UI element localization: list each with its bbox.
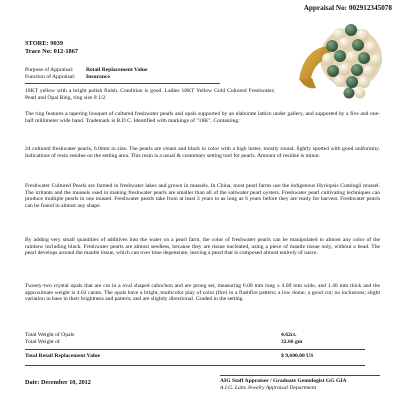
- description-intro: 18KT yellow with a bright polish finish. Condition is good. Ladies 18KT Yellow Gold Cultured Freshwater; Pearl and Opal Ring, ring size 8 1/2.: [25, 88, 275, 101]
- function-value: Insurance: [86, 73, 110, 80]
- retail-total: [25, 353, 380, 360]
- function-label: Function of Appraisal:: [25, 73, 76, 80]
- description-opals: Twenty-two crystal opals that are cut in a oval shaped cabochon and are prong set, measuring 6.00 mm long x 4.00 mm wide, and 1.40 mm thick and the approximate weight is 4.62 carats. The opals have a bright, multicolor play of color (fire) in a flashfire pattern; a low dome; a good cut; no inclusions; slight variation in base in their brightness and pattern; and are slightly directional. Graded in the setting.: [25, 283, 380, 303]
- description-pearls: 24 cultured freshwater pearls, 6.0mm in size. The pearls are cream and black in color with a high luster, mostly round, lightly spotted with good uniformity. Indications of resin residue on the setting area. This resin is a usual & customary setting tool for pearls. Amount of residue is minor.: [25, 146, 380, 159]
- totals-section: [25, 332, 380, 346]
- divider: [25, 349, 365, 350]
- appraisal-date: Date: December 10, 2012: [25, 379, 91, 386]
- store-info: [25, 40, 78, 55]
- description-freshwater: Freshwater Cultured Pearls are farmed in freshwater lakes and grown in mussels. In China, most pearl farms use the indigenous Hyriopsis Cumingii mussel. The irritants and the mussels used in making freshwater pearls are smaller than all of the saltwater pearl oysters. Freshwater pearl cultivating techniques can produce multiple pearls in one mussel. Freshwater pearls take from at least 3 years to as long as 6 years before they are ready for harvest. Freshwater pearls can be found in almost any shape.: [25, 183, 380, 210]
- total-weight-value: 32.66 gm: [281, 339, 303, 345]
- opals-weight-label: Total Weight of Opals: [25, 332, 75, 338]
- purpose-section: [25, 67, 275, 80]
- retail-value-label: Total Retail Replacement Value: [25, 353, 101, 359]
- opals-weight-value: 4.62ct.: [281, 332, 297, 338]
- divider: [25, 83, 220, 84]
- divider: [25, 365, 365, 366]
- description-additives: By adding very small quantities of additives into the water on a pearl farm, the color of freshwater pearls can be manipulated to almost any color of the rainbow including black. Freshwater pearls are almost seedless, because they are tissue nucleated, using a piece of mantle tissue only, without a bead. The pearl develops around the mantle tissue, which can over time degenerate, leaving a pearl that is composed almost entirely of nacre.: [25, 237, 380, 257]
- signature-line: [220, 375, 380, 376]
- store-number: STORE: 9039: [25, 40, 64, 47]
- trace-number: Trace No: 012-1867: [25, 47, 79, 55]
- total-weight-label: Total Weight of: [25, 339, 60, 345]
- purpose-value: Retail Replacement Value: [86, 67, 148, 73]
- description-features: The ring features a tapering bouquet of cultured freshwater pearls and opals supported by an elaborate lattice under gallery, and supported by a five and one-half millimeter wide band. Trademark is B.D.C. Identified with markings of "18K". Containing:: [25, 111, 380, 124]
- signature-block: [220, 378, 347, 392]
- signature-title: AIG Staff Appraiser / Graduate Gemologist GG GIA: [220, 378, 347, 384]
- ring-photo: [294, 18, 389, 103]
- retail-value-amount: $ 9,600.00 US: [281, 353, 314, 359]
- pearl-opal-ring-image: [294, 18, 389, 103]
- purpose-label: Purpose of Appraisal:: [25, 67, 74, 73]
- signature-organization: A.I.G. Labs Jewelry Appraisal Department: [220, 385, 317, 391]
- appraisal-number: Appraisal No: 002912345078: [303, 4, 392, 12]
